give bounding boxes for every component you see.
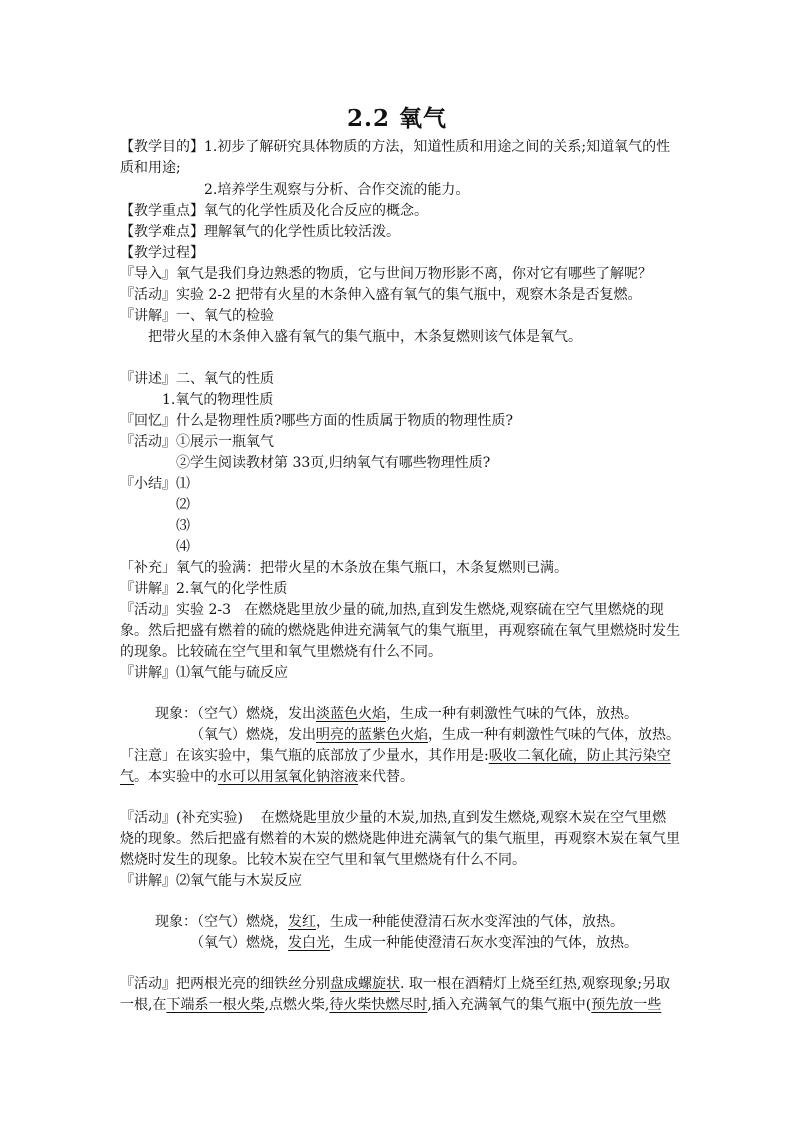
summary-2: ⑵ — [176, 497, 190, 513]
sulfur-air-phenomenon — [155, 704, 638, 725]
carbon-air-phenomenon — [155, 912, 624, 933]
supplement-full-check: 「补充」氧气的验满：把带火星的木条放在集气瓶口，木条复燃则已满。 — [120, 560, 568, 576]
physical-properties-heading: 1.氧气的物理性质 — [162, 392, 274, 408]
explain-sulfur: 『讲解』⑴氧气能与硫反应 — [120, 665, 288, 681]
note1-pre: 「注意」在该实验中，集气瓶的底部放了少量水，其作用是: — [120, 748, 489, 764]
sulfur-o2-pre: （氧气）燃烧，发出 — [190, 727, 316, 743]
note2-mid: 。本实验中的 — [134, 769, 218, 785]
iron2-pre: 一根,在 — [120, 997, 167, 1013]
activity-2-3-line-2: 象。然后把盛有燃着的硫的燃烧匙伸进充满氧气的集气瓶里，再观察硫在氧气里燃烧时发生 — [120, 623, 680, 639]
note1-key: 吸收二氧化硫，防止其污染空 — [488, 748, 671, 764]
chemical-properties-heading: 『讲解』2.氧气的化学性质 — [120, 581, 288, 597]
iron-activity-line-1 — [120, 974, 670, 995]
activity-show-oxygen: 『活动』①展示一瓶氧气 — [120, 434, 274, 450]
objectives-line-1: 【教学目的】1.初步了解研究具体物质的方法，知道性质和用途之间的关系;知道氧气的性 — [120, 139, 671, 155]
carbon-activity-line-2: 烧的现象。然后把盛有燃着的木炭的燃烧匙伸进充满氧气的集气瓶里，再观察木炭在氧气里 — [120, 831, 680, 847]
carbon-o2-key: 发白光 — [288, 935, 330, 951]
properties-heading: 『讲述』二、氧气的性质 — [120, 371, 274, 387]
iron2-key-3: 预先放一些 — [591, 997, 662, 1013]
iron1-key: 盘成螺旋状 — [330, 976, 400, 992]
activity-2-3-line-1: 『活动』实验 2-3 在燃烧匙里放少量的硫,加热,直到发生燃烧,观察硫在空气里燃烧的现 — [120, 602, 664, 618]
carbon-activity-line-3: 燃烧时发生的现象。比较木炭在空气里和氧气里燃烧有什么不同。 — [120, 852, 526, 868]
sulfur-air-post: ，生成一种有刺激性气味的气体，放热。 — [386, 706, 638, 722]
test-method: 把带火星的木条伸入盛有氧气的集气瓶中，木条复燃则该气体是氧气。 — [148, 329, 582, 345]
explain-test: 『讲解』一、氧气的检验 — [120, 308, 274, 324]
carbon-air-post: ，生成一种能使澄清石灰水变浑浊的气体，放热。 — [316, 914, 624, 930]
iron1-post: . 取一根在酒精灯上烧至红热,观察现象;另取 — [400, 976, 671, 992]
iron2-key-1: 下端系一根火柴 — [166, 997, 265, 1013]
intro-line: 『导入』氧气是我们身边熟悉的物质，它与世间万物形影不离，你对它有哪些了解呢？ — [120, 266, 652, 282]
sulfur-o2-post: ，生成一种有刺激性气味的气体，放热。 — [428, 727, 680, 743]
carbon-o2-post: ，生成一种能使澄清石灰水变浑浊的气体，放热。 — [330, 935, 638, 951]
summary-4: ⑷ — [176, 539, 190, 555]
iron2-mid-2: ,插入充满氧气的集气瓶中( — [427, 997, 592, 1013]
explain-carbon: 『讲解』⑵氧气能与木炭反应 — [120, 873, 302, 889]
sulfur-oxygen-phenomenon — [190, 725, 680, 746]
iron2-key-2: 待火柴快燃尽时 — [329, 997, 428, 1013]
page-title: 2.2 氧气 — [346, 105, 448, 132]
note2-key-2: 水可以用氢氧化钠溶液 — [218, 769, 358, 785]
sulfur-o2-key: 明亮的蓝紫色火焰 — [316, 727, 428, 743]
iron2-mid: ,点燃火柴, — [264, 997, 330, 1013]
sulfur-air-key: 淡蓝色火焰 — [316, 706, 386, 722]
activity-read-textbook: ②学生阅读教材第 33页,归纳氧气有哪些物理性质? — [176, 455, 491, 471]
note-line-2 — [120, 767, 414, 788]
recall-line: 『回忆』什么是物理性质?哪些方面的性质属于物质的物理性质? — [120, 413, 514, 429]
carbon-o2-pre: （氧气）燃烧， — [190, 935, 288, 951]
carbon-oxygen-phenomenon — [190, 933, 638, 954]
key-point: 【教学重点】氧气的化学性质及化合反应的概念。 — [120, 203, 428, 219]
sulfur-air-pre: 现象：（空气）燃烧，发出 — [155, 706, 316, 722]
carbon-air-pre: 现象：（空气）燃烧， — [155, 914, 288, 930]
difficult-point: 【教学难点】理解氧气的化学性质比较活泼。 — [120, 224, 400, 240]
note-line-1 — [120, 746, 671, 767]
note2-key-1: 气 — [120, 769, 134, 785]
note2-post: 来代替。 — [358, 769, 414, 785]
activity-2-2: 『活动』实验 2-2 把带有火星的木条伸入盛有氧气的集气瓶中，观察木条是否复燃。 — [120, 287, 642, 303]
objectives-line-2: 质和用途; — [120, 160, 181, 176]
summary-3: ⑶ — [176, 518, 190, 534]
process-heading: 【教学过程】 — [120, 245, 204, 261]
carbon-air-key: 发红 — [288, 914, 316, 930]
objectives-line-3: 2.培养学生观察与分析、合作交流的能力。 — [204, 182, 470, 198]
activity-2-3-line-3: 的现象。比较硫在空气里和氧气里燃烧有什么不同。 — [120, 644, 442, 660]
iron-activity-line-2 — [120, 995, 661, 1016]
summary-1: 『小结』⑴ — [120, 476, 190, 492]
iron1-pre: 『活动』把两根光亮的细铁丝分别 — [120, 976, 330, 992]
carbon-activity-line-1: 『活动』(补充实验) 在燃烧匙里放少量的木炭,加热,直到发生燃烧,观察木炭在空气里燃 — [120, 810, 667, 826]
